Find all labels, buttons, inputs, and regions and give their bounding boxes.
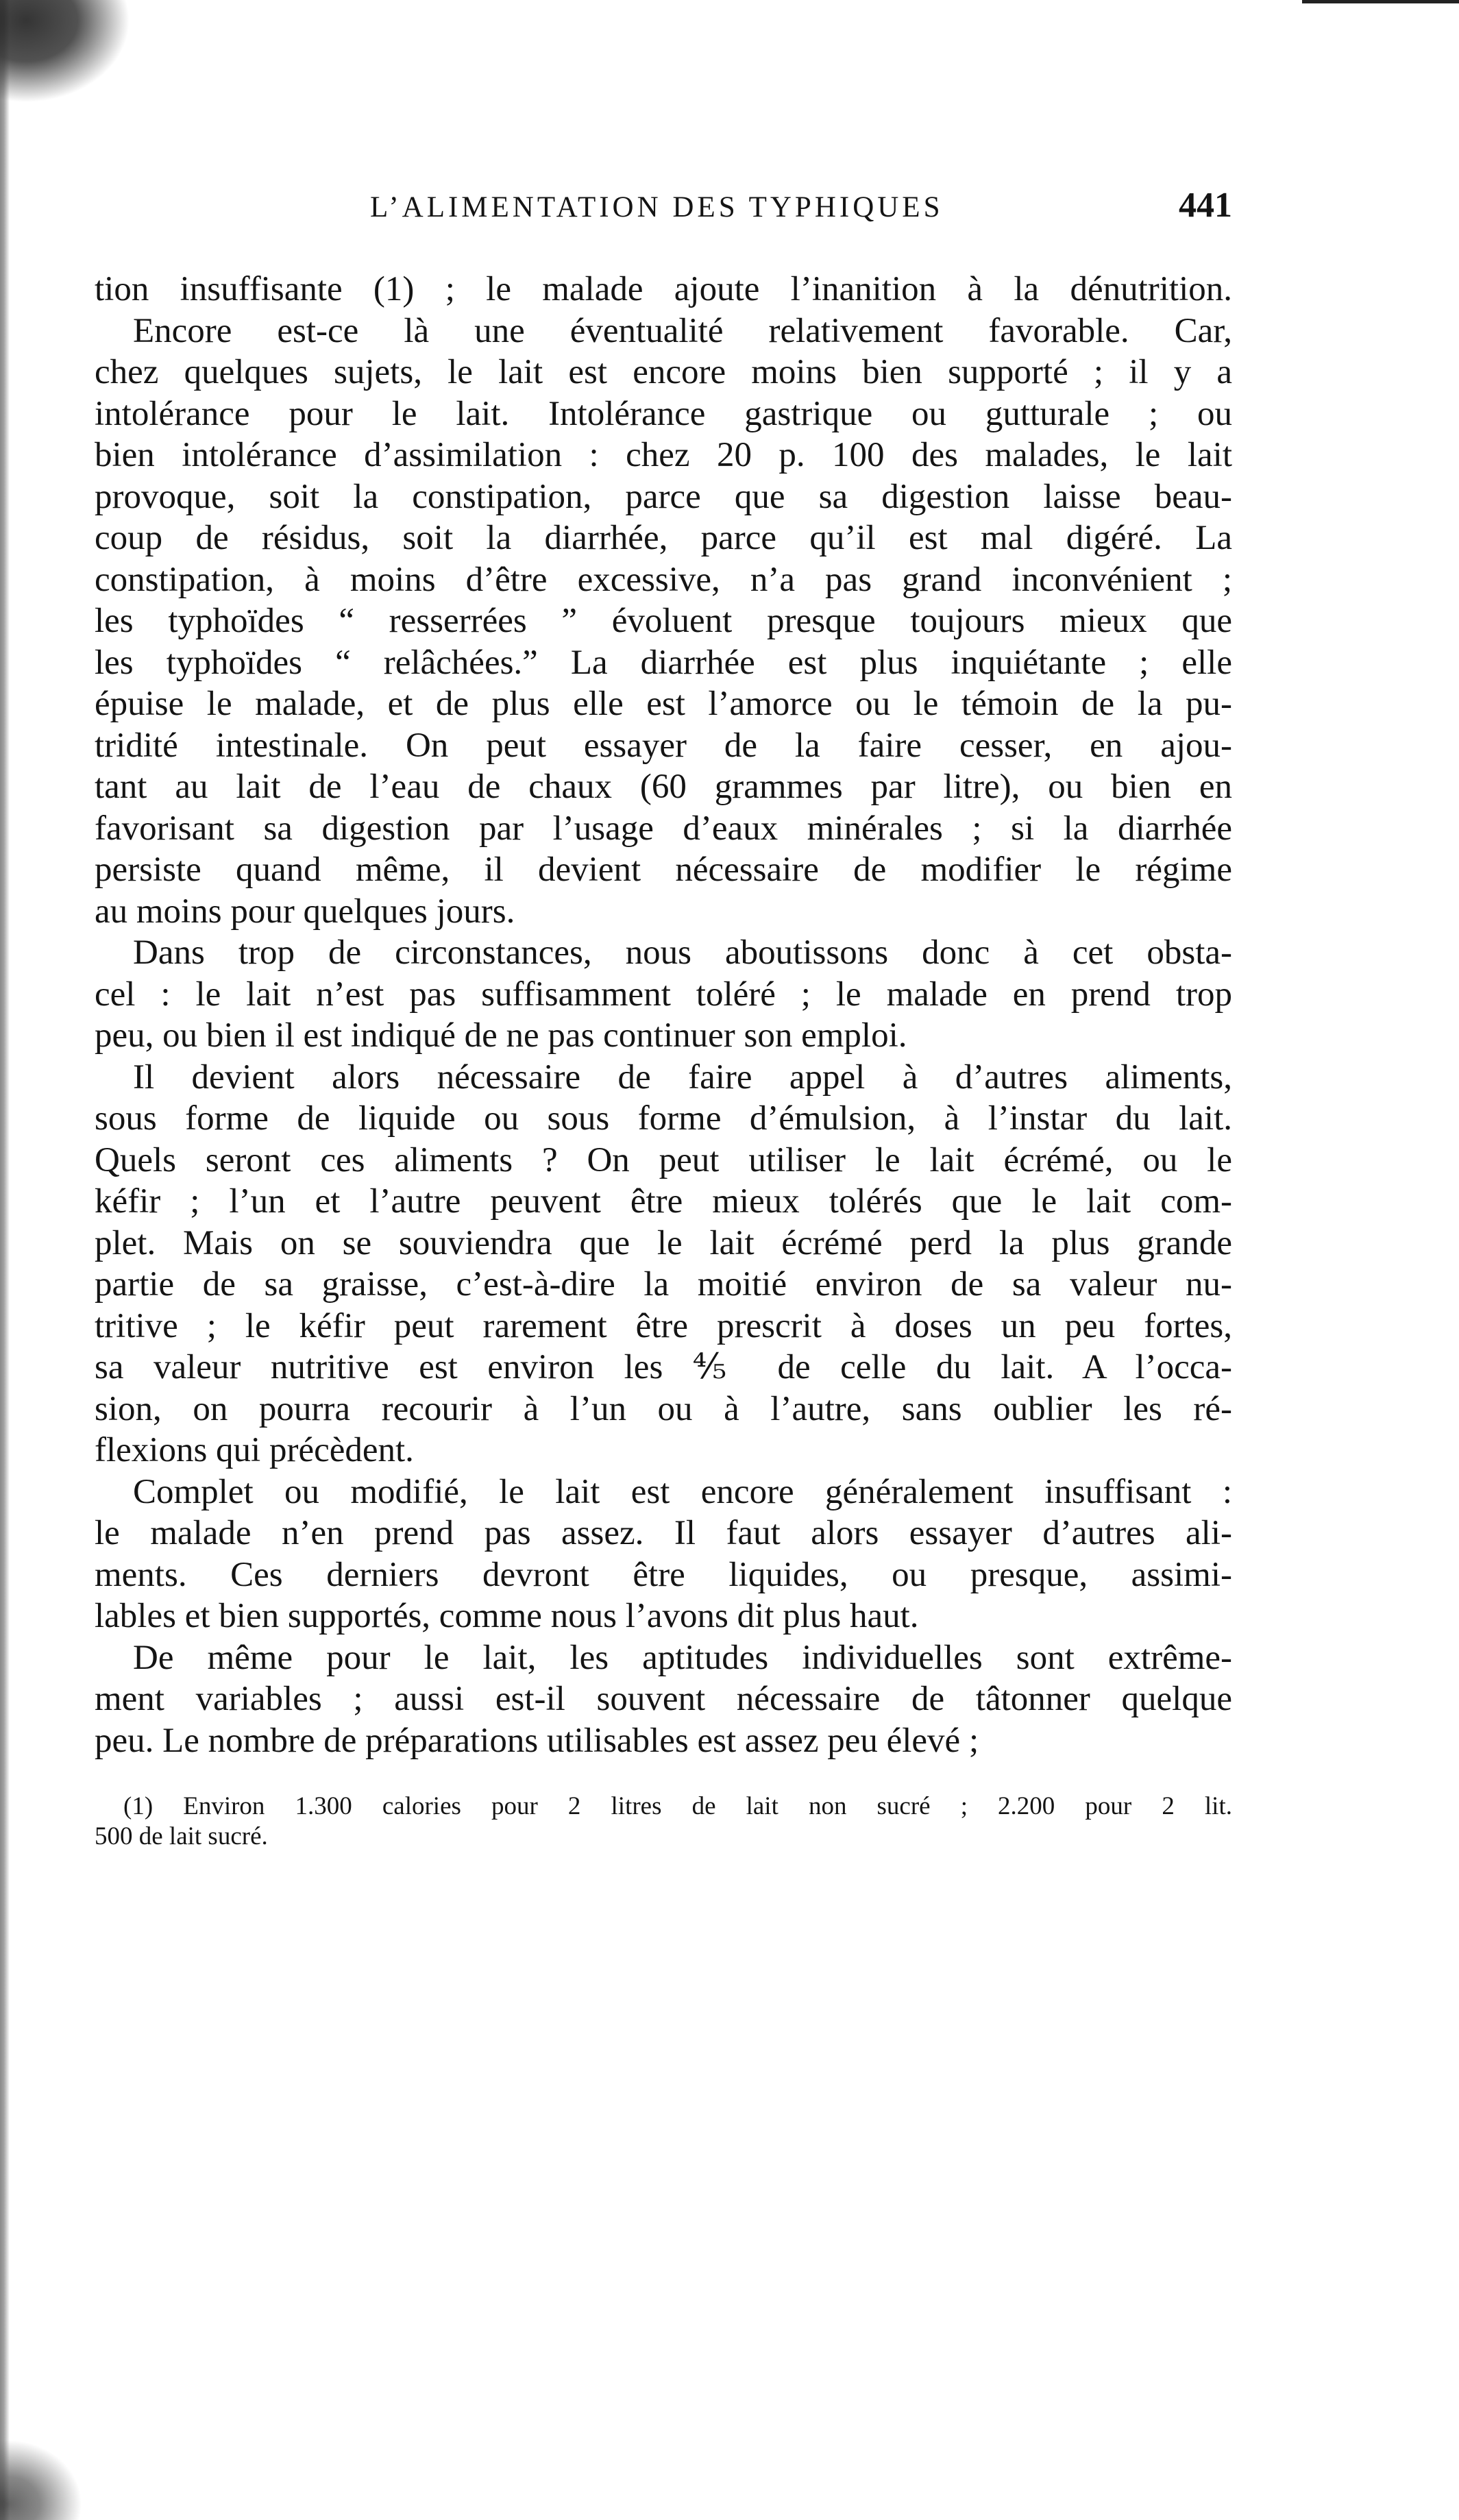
text-line: lables et bien supportés, comme nous l’avons dit plus haut. (95, 1597, 919, 1635)
text-line: sion, on pourra recourir à l’un ou à l’autre, sans oublier les ré- (95, 1389, 1232, 1428)
text-line: favorisant sa digestion par l’usage d’eaux minérales ; si la diarrhée (95, 809, 1232, 848)
paragraph (95, 932, 1232, 1057)
text-line: tant au lait de l’eau de chaux (60 grammes par litre), ou bien en (95, 768, 1232, 806)
text-line: tridité intestinale. On peut essayer de la faire cesser, en ajou- (95, 726, 1232, 765)
text-line: Complet ou modifié, le lait est encore généralement insuffisant : (133, 1472, 1232, 1511)
text-line: kéfir ; l’un et l’autre peuvent être mieux tolérés que le lait com- (95, 1182, 1232, 1221)
text-line: au moins pour quelques jours. (95, 892, 515, 931)
paragraph (95, 1637, 1232, 1762)
text-line: intolérance pour le lait. Intolérance gastrique ou gutturale ; ou (95, 394, 1232, 433)
text-line: flexions qui précèdent. (95, 1431, 414, 1469)
text-line: peu. Le nombre de préparations utilisables est assez peu élevé ; (95, 1721, 979, 1760)
text-line: sous forme de liquide ou sous forme d’émulsion, à l’instar du lait. (95, 1099, 1232, 1138)
paragraph (95, 269, 1232, 310)
text-line: cel : le lait n’est pas suffisamment toléré ; le malade en prend trop (95, 975, 1232, 1014)
footnote-line: 500 de lait sucré. (95, 1822, 268, 1850)
page-number: 441 (1179, 186, 1232, 225)
text-line: persiste quand même, il devient nécessaire de modifier le régime (95, 851, 1232, 889)
book-page (95, 185, 1232, 1852)
text-line: Quels seront ces aliments ? On peut utiliser le lait écrémé, ou le (95, 1140, 1232, 1179)
text-line: peu, ou bien il est indiqué de ne pas continuer son emploi. (95, 1016, 907, 1055)
footnote (95, 1791, 1232, 1852)
paragraph (95, 1057, 1232, 1471)
scan-corner-bottom (0, 2440, 82, 2520)
text-line: chez quelques sujets, le lait est encore moins bien supporté ; il y a (95, 353, 1232, 391)
text-line: ment variables ; aussi est-il souvent nécessaire de tâtonner quelque (95, 1680, 1232, 1718)
text-line: tion insuffisante (1) ; le malade ajoute l’inanition à la dénutrition. (95, 270, 1232, 308)
text-line: ments. Ces derniers devront être liquides, ou presque, assimi- (95, 1555, 1232, 1594)
text-line: plet. Mais on se souviendra que le lait écrémé perd la plus grande (95, 1223, 1232, 1262)
text-line: tritive ; le kéfir peut rarement être prescrit à doses un peu fortes, (95, 1306, 1232, 1345)
text-line: bien intolérance d’assimilation : chez 20 p. 100 des malades, le lait (95, 436, 1232, 474)
text-line: provoque, soit la constipation, parce que sa digestion laisse beau- (95, 477, 1232, 516)
text-line: partie de sa graisse, c’est-à-dire la moitié environ de sa valeur nu- (95, 1265, 1232, 1304)
text-line: Encore est-ce là une éventualité relativement favorable. Car, (133, 311, 1232, 350)
paragraph (95, 310, 1232, 933)
text-line: Il devient alors nécessaire de faire appel à d’autres aliments, (133, 1057, 1232, 1097)
text-line: les typhoïdes “ relâchées.” La diarrhée est plus inquiétante ; elle (95, 643, 1232, 682)
running-head (95, 185, 1232, 240)
text-line: sa valeur nutritive est environ les ⅘ de celle du lait. A l’occa- (95, 1348, 1232, 1386)
paragraph (95, 1471, 1232, 1637)
text-line: Dans trop de circonstances, nous aboutissons donc à cet obsta- (133, 933, 1232, 972)
text-line: De même pour le lait, les aptitudes individuelles sont extrême- (133, 1638, 1232, 1677)
footnote-line: (1) Environ 1.300 calories pour 2 litres de lait non sucré ; 2.200 pour 2 lit. (123, 1792, 1232, 1820)
text-line: coup de résidus, soit la diarrhée, parce qu’il est mal digéré. La (95, 519, 1232, 557)
scan-edge-left (0, 0, 10, 2520)
text-line: constipation, à moins d’être excessive, n’a pas grand inconvénient ; (95, 560, 1232, 599)
running-title: L’ALIMENTATION DES TYPHIQUES (370, 191, 944, 223)
text-line: le malade n’en prend pas assez. Il faut alors essayer d’autres ali- (95, 1514, 1232, 1552)
text-line: les typhoïdes “ resserrées ” évoluent presque toujours mieux que (95, 602, 1232, 640)
scan-edge-top (1302, 0, 1459, 3)
body-text (95, 269, 1232, 1761)
text-line: épuise le malade, et de plus elle est l’amorce ou le témoin de la pu- (95, 685, 1232, 723)
scan-corner-mark (0, 0, 130, 103)
